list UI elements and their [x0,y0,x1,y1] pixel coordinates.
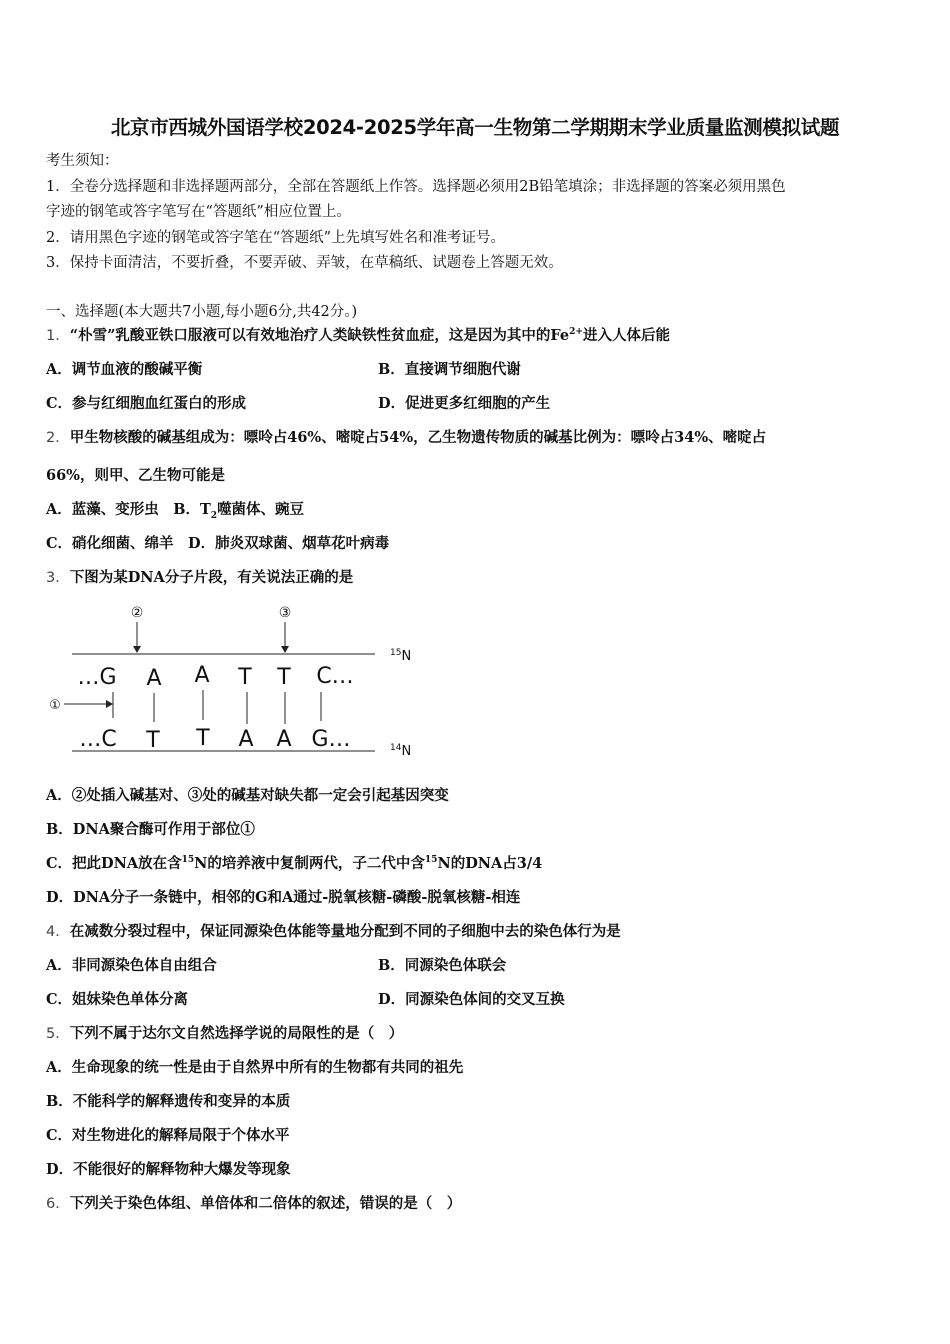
notice-header: 考生须知： [46,153,119,169]
label-3: ③ [278,605,292,621]
q3-option-b: B．DNA聚合酶可作用于部位① [46,821,255,838]
q2-option-c: C．硝化细菌、绵羊 [46,535,174,552]
top-base-4: T [238,665,252,690]
bottom-base-6: G… [311,727,351,752]
question-1-stem: 1．“朴雪”乳酸亚铁口服液可以有效地治疗人类缺铁性贫血症，这是因为其中的$Fe^{2+}$进入人体后能 [46,327,670,344]
q3-option-a: A．②处插入碱基对、③处的碱基对缺失都一定会引起基因突变 [46,787,449,804]
notice-line-1a: 1．全卷分选择题和非选择题两部分，全部在答题纸上作答。选择题必须用2B铅笔填涂；非选择题的答案必须用黑色 [46,179,786,195]
question-6-stem: 6．下列关于染色体组、单倍体和二倍体的叙述，错误的是（ ） [46,1195,462,1212]
top-base-2: A [146,666,162,691]
bottom-base-5: A [276,727,292,752]
top-strand-isotope: $^{15}$N [390,648,412,664]
q1-option-b: B．直接调节细胞代谢 [378,361,521,378]
q2-option-b: B．$T_2$噬菌体、豌豆 [173,501,305,521]
top-base-6: C… [316,664,354,689]
top-base-5: T [277,665,291,690]
notice-line-1b: 字迹的钢笔或答字笔写在“答题纸”相应位置上。 [46,204,351,220]
dna-fragment-diagram [40,598,430,768]
question-4-stem: 4．在减数分裂过程中，保证同源染色体能等量地分配到不同的子细胞中去的染色体行为是 [46,923,621,940]
bottom-base-4: A [238,727,254,752]
q4-option-a: A．非同源染色体自由组合 [46,957,217,974]
question-2-stem: 2．甲生物核酸的碱基组成为：嘌呤占46%、嘧啶占54%，乙生物遗传物质的碱基比例为：嘌呤占34%、嘧啶占 [46,429,767,446]
top-base-3: A [194,663,210,688]
q3-option-c: C．把此DNA放在含$^{15}$N的培养液中复制两代，子二代中含$^{15}$N的DNA占3/4 [46,855,543,872]
question-6-number: 6． [46,1196,70,1212]
q3-option-d: D．DNA分子一条链中，相邻的G和A通过-脱氧核糖-磷酸-脱氧核糖-相连 [46,889,521,906]
q2-option-a: A．蓝藻、变形虫 [46,501,159,518]
notice-line-2: 2．请用黑色字迹的钢笔或答字笔在“答题纸”上先填写姓名和准考证号。 [46,230,506,246]
q2-options-ab [46,500,304,520]
q4-option-d: D．同源染色体间的交叉互换 [378,991,565,1008]
q5-option-b: B．不能科学的解释遗传和变异的本质 [46,1093,291,1110]
label-2: ② [130,605,144,621]
top-base-1: …G [77,665,117,690]
question-1-number: 1． [46,328,70,344]
question-3-number: 3． [46,570,70,586]
bottom-base-3: T [196,726,210,751]
section-heading: 一、选择题(本大题共7小题,每小题6分,共42分。) [46,304,358,320]
pointer-3-arrow-icon [281,646,289,653]
q5-option-c: C．对生物进化的解释局限于个体水平 [46,1127,290,1144]
notice-line-3: 3．保持卡面清洁，不要折叠，不要弄破、弄皱，在草稿纸、试题卷上答题无效。 [46,255,563,271]
q2-options-cd [46,534,389,554]
q5-option-d: D．不能很好的解释物种大爆发等现象 [46,1161,291,1178]
q2-option-d: D．肺炎双球菌、烟草花叶病毒 [188,535,390,552]
q1-option-c: C．参与红细胞血红蛋白的形成 [46,395,247,412]
question-4-number: 4． [46,924,70,940]
question-5-number: 5． [46,1026,70,1042]
q1-option-a: A．调节血液的酸碱平衡 [46,361,203,378]
pointer-2-arrow-icon [133,646,141,653]
q1-option-d: D．促进更多红细胞的产生 [378,395,551,412]
q4-option-b: B．同源染色体联会 [378,957,507,974]
page-title: 北京市西城外国语学校2024-2025学年高一生物第二学期期末学业质量监测模拟试题 [110,116,840,139]
bottom-strand-isotope: $^{14}$N [390,743,412,759]
question-5-stem: 5．下列不属于达尔文自然选择学说的局限性的是（ ） [46,1025,404,1042]
question-3-stem: 3．下图为某DNA分子片段，有关说法正确的是 [46,569,354,586]
q4-option-c: C．姐妹染色单体分离 [46,991,189,1008]
label-1: ① [49,698,61,713]
question-2-stem-cont: 66%，则甲、乙生物可能是 [46,467,225,484]
q5-option-a: A．生命现象的统一性是由于自然界中所有的生物都有共同的祖先 [46,1059,464,1076]
question-2-number: 2． [46,430,70,446]
bottom-base-1: …C [79,727,117,752]
pointer-1-arrow-icon [106,700,113,708]
bottom-base-2: T [146,728,160,753]
